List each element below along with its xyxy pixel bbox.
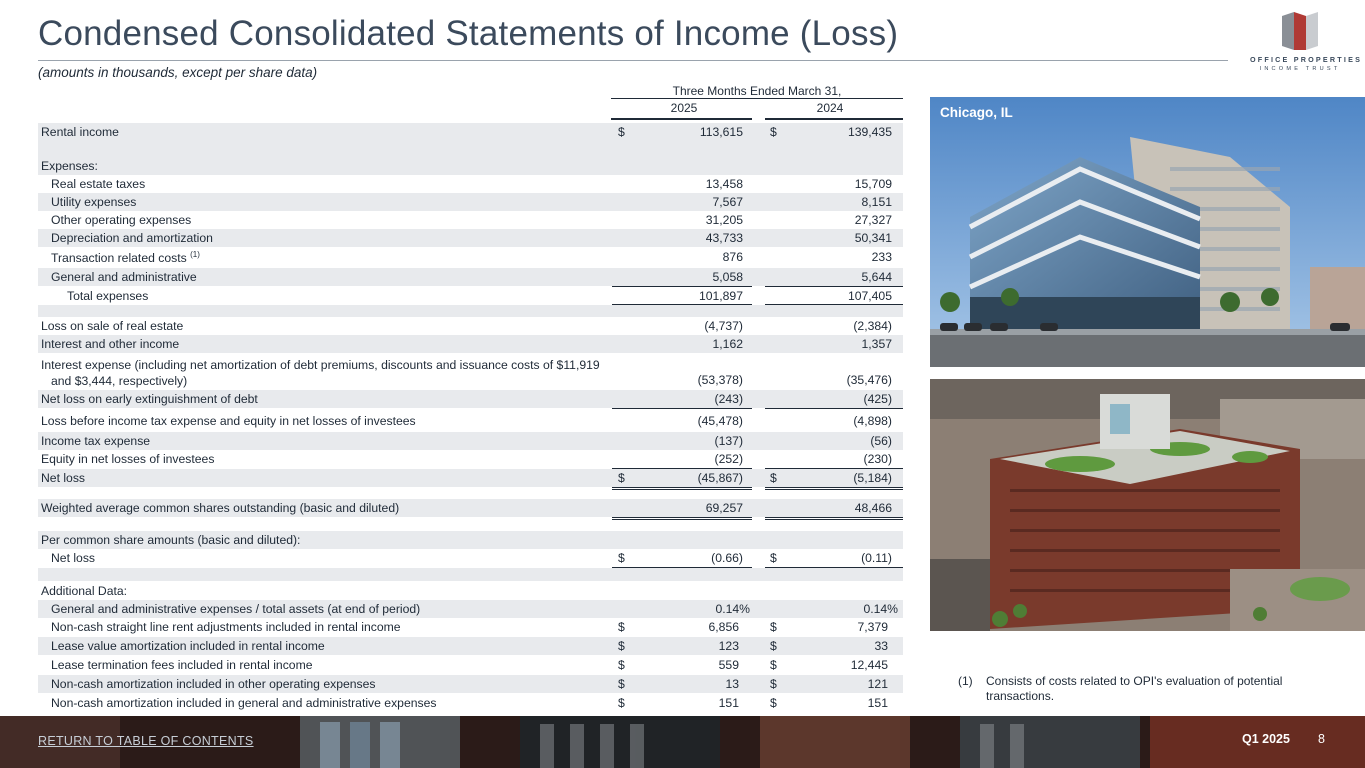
- value-2024: 151: [867, 696, 888, 710]
- row-label: Additional Data:: [41, 584, 128, 598]
- row-label: Non-cash straight line rent adjustments included in rental income: [51, 620, 401, 634]
- value-2024: 48,466: [854, 501, 892, 515]
- value-2025: 559: [718, 658, 739, 672]
- table-row: [38, 531, 903, 549]
- value-2024: 33: [874, 639, 888, 653]
- total-double-rule: [765, 487, 903, 488]
- row-label: Loss before income tax expense and equity in net losses of investees: [41, 414, 416, 428]
- total-double-rule: [765, 519, 903, 520]
- value-2025: 113,615: [699, 125, 743, 139]
- value-2025: (45,478): [697, 414, 743, 428]
- value-2024: 121: [867, 677, 888, 691]
- value-2024: (35,476): [846, 373, 892, 387]
- page-title: Condensed Consolidated Statements of Income (Loss): [38, 14, 899, 53]
- value-2025: 43,733: [705, 231, 743, 245]
- value-2024: 0.14%: [863, 602, 898, 616]
- year-2024-rule: [765, 118, 903, 120]
- page-subtitle: (amounts in thousands, except per share data): [38, 65, 318, 80]
- table-row: [38, 432, 903, 450]
- total-double-rule: [765, 489, 903, 490]
- table-row: [38, 335, 903, 353]
- dollar-sign: $: [618, 125, 625, 139]
- value-2025: (137): [714, 434, 743, 448]
- value-2025: 69,257: [705, 501, 743, 515]
- value-2025: (252): [714, 452, 743, 466]
- value-2024: 139,435: [847, 125, 892, 139]
- value-2025: 876: [722, 250, 743, 264]
- dollar-sign: $: [770, 658, 777, 672]
- row-label: Real estate taxes: [51, 177, 146, 191]
- value-2025: (53,378): [697, 373, 743, 387]
- dollar-sign: $: [770, 125, 777, 139]
- row-label: Loss on sale of real estate: [41, 319, 184, 333]
- value-2025: 1,162: [712, 337, 743, 351]
- table-row: [38, 549, 903, 567]
- table-row: [38, 469, 903, 487]
- dollar-sign: $: [618, 471, 625, 485]
- table-row: [38, 656, 903, 674]
- value-2024: (230): [863, 452, 892, 466]
- value-2024: 233: [871, 250, 892, 264]
- company-logo: [1250, 12, 1363, 78]
- value-2024: 27,327: [854, 213, 892, 227]
- dollar-sign: $: [770, 551, 777, 565]
- row-label: Non-cash amortization included in general and administrative expenses: [51, 696, 437, 710]
- footnote-text: Consists of costs related to OPI's evaluation of potential transactions.: [986, 674, 1283, 703]
- table-row: [38, 248, 903, 266]
- footnote-marker: (1): [190, 250, 200, 259]
- value-2025: (4,737): [704, 319, 743, 333]
- total-double-rule: [612, 489, 752, 490]
- value-2025: 6,856: [708, 620, 739, 634]
- total-double-rule: [612, 519, 752, 520]
- value-2024: 8,151: [861, 195, 892, 209]
- dollar-sign: $: [618, 639, 625, 653]
- value-2024: (425): [863, 392, 892, 406]
- value-2025: (45,867): [697, 471, 743, 485]
- value-2025: 0.14%: [715, 602, 750, 616]
- logo-line1: OFFICE PROPERTIES: [1250, 55, 1363, 64]
- table-row-spacer: [38, 305, 903, 317]
- logo-line2: INCOME TRUST: [1259, 66, 1341, 72]
- dollar-sign: $: [618, 677, 625, 691]
- value-2025: (243): [714, 392, 743, 406]
- title-rule: [38, 60, 1228, 61]
- row-label: Net loss: [51, 551, 96, 565]
- value-2024: (2,384): [853, 319, 892, 333]
- subtotal-rule: [612, 408, 752, 409]
- dollar-sign: $: [770, 620, 777, 634]
- value-2024: 50,341: [854, 231, 892, 245]
- table-row: [38, 175, 903, 193]
- row-label: Depreciation and amortization: [51, 231, 213, 245]
- row-label: Interest and other income: [41, 337, 180, 351]
- aerial-illustration: [930, 379, 1365, 631]
- value-2024: 107,405: [847, 289, 892, 303]
- table-row: [38, 499, 903, 517]
- dollar-sign: $: [618, 658, 625, 672]
- row-label: Transaction related costs $^{(1)}$: [51, 250, 200, 266]
- dollar-sign: $: [618, 696, 625, 710]
- dollar-sign: $: [618, 551, 625, 565]
- row-label: Weighted average common shares outstanding (basic and diluted): [41, 501, 400, 515]
- total-double-rule: [765, 517, 903, 518]
- subtotal-rule: [765, 408, 903, 409]
- dollar-sign: $: [770, 696, 777, 710]
- chicago-building-photo: [930, 97, 1365, 367]
- value-2025: 13,458: [705, 177, 743, 191]
- row-label: Net loss: [41, 471, 86, 485]
- row-label: Equity in net losses of investees: [41, 452, 215, 466]
- row-label: Income tax expense: [41, 434, 151, 448]
- value-2025: 101,897: [698, 289, 743, 303]
- table-row: [38, 582, 903, 600]
- table-row-spacer: [38, 568, 903, 581]
- value-2025: 123: [718, 639, 739, 653]
- table-row: [38, 317, 903, 335]
- table-row: [38, 157, 903, 175]
- row-label: General and administrative expenses / total assets (at end of period): [51, 602, 421, 616]
- return-to-toc-link[interactable]: RETURN TO TABLE OF CONTENTS: [38, 734, 254, 748]
- value-2024: (5,184): [853, 471, 892, 485]
- row-label: Utility expenses: [51, 195, 137, 209]
- value-2025: 13: [725, 677, 739, 691]
- row-label: Interest expense (including net amortization of debt premiums, discounts and issuance costs of $11,919 and $3,444, respectively): [41, 358, 600, 388]
- value-2024: (4,898): [853, 414, 892, 428]
- row-label: Rental income: [41, 125, 119, 139]
- dollar-sign: $: [618, 620, 625, 634]
- value-2024: 15,709: [854, 177, 892, 191]
- table-row: [38, 287, 903, 305]
- table-row: [38, 229, 903, 247]
- table-row: [38, 193, 903, 211]
- row-label: Total expenses: [67, 289, 149, 303]
- period-header-rule: [611, 98, 903, 99]
- row-label: Other operating expenses: [51, 213, 192, 227]
- row-label: General and administrative: [51, 270, 197, 284]
- value-2025: 31,205: [705, 213, 743, 227]
- value-2024: (56): [870, 434, 892, 448]
- year-2025-rule: [611, 118, 752, 120]
- row-label: Per common share amounts (basic and diluted):: [41, 533, 301, 547]
- value-2024: 7,379: [857, 620, 888, 634]
- quarter-label: Q1 2025: [1242, 732, 1290, 746]
- footnote-number: (1): [958, 674, 973, 688]
- building-illustration: [930, 97, 1365, 367]
- table-row: [38, 355, 903, 389]
- dollar-sign: $: [770, 471, 777, 485]
- row-label: Lease value amortization included in rental income: [51, 639, 325, 653]
- dollar-sign: $: [770, 639, 777, 653]
- row-label: Lease termination fees included in rental income: [51, 658, 313, 672]
- photo-location-label: Chicago, IL: [940, 105, 1013, 120]
- value-2024: 5,644: [861, 270, 892, 284]
- total-double-rule: [612, 487, 752, 488]
- table-row: [38, 412, 903, 430]
- table-row: [38, 618, 903, 636]
- row-label: Net loss on early extinguishment of debt: [41, 392, 258, 406]
- value-2025: (0.66): [711, 551, 743, 565]
- table-row: [38, 675, 903, 693]
- row-label: Non-cash amortization included in other operating expenses: [51, 677, 376, 691]
- value-2024: 12,445: [850, 658, 888, 672]
- year-2024-header: 2024: [816, 101, 844, 115]
- chicago-aerial-photo: [930, 379, 1365, 631]
- logo-mark-icon: [1282, 12, 1318, 50]
- year-2025-header: 2025: [670, 101, 698, 115]
- page-number: 8: [1318, 732, 1325, 746]
- value-2025: 7,567: [712, 195, 743, 209]
- table-row: [38, 211, 903, 229]
- dollar-sign: $: [770, 677, 777, 691]
- table-row: [38, 268, 903, 286]
- value-2024: (0.11): [861, 551, 892, 565]
- period-header: Three Months Ended March 31,: [672, 84, 842, 98]
- value-2024: 1,357: [861, 337, 892, 351]
- table-row: [38, 450, 903, 468]
- row-label: Expenses:: [41, 159, 98, 173]
- total-double-rule: [612, 517, 752, 518]
- footer-bar: [0, 716, 1365, 768]
- value-2025: 5,058: [712, 270, 743, 284]
- table-row: [38, 637, 903, 655]
- value-2025: 151: [718, 696, 739, 710]
- table-row: [38, 123, 903, 141]
- table-row: [38, 390, 903, 408]
- table-row: [38, 694, 903, 712]
- table-row: [38, 600, 903, 618]
